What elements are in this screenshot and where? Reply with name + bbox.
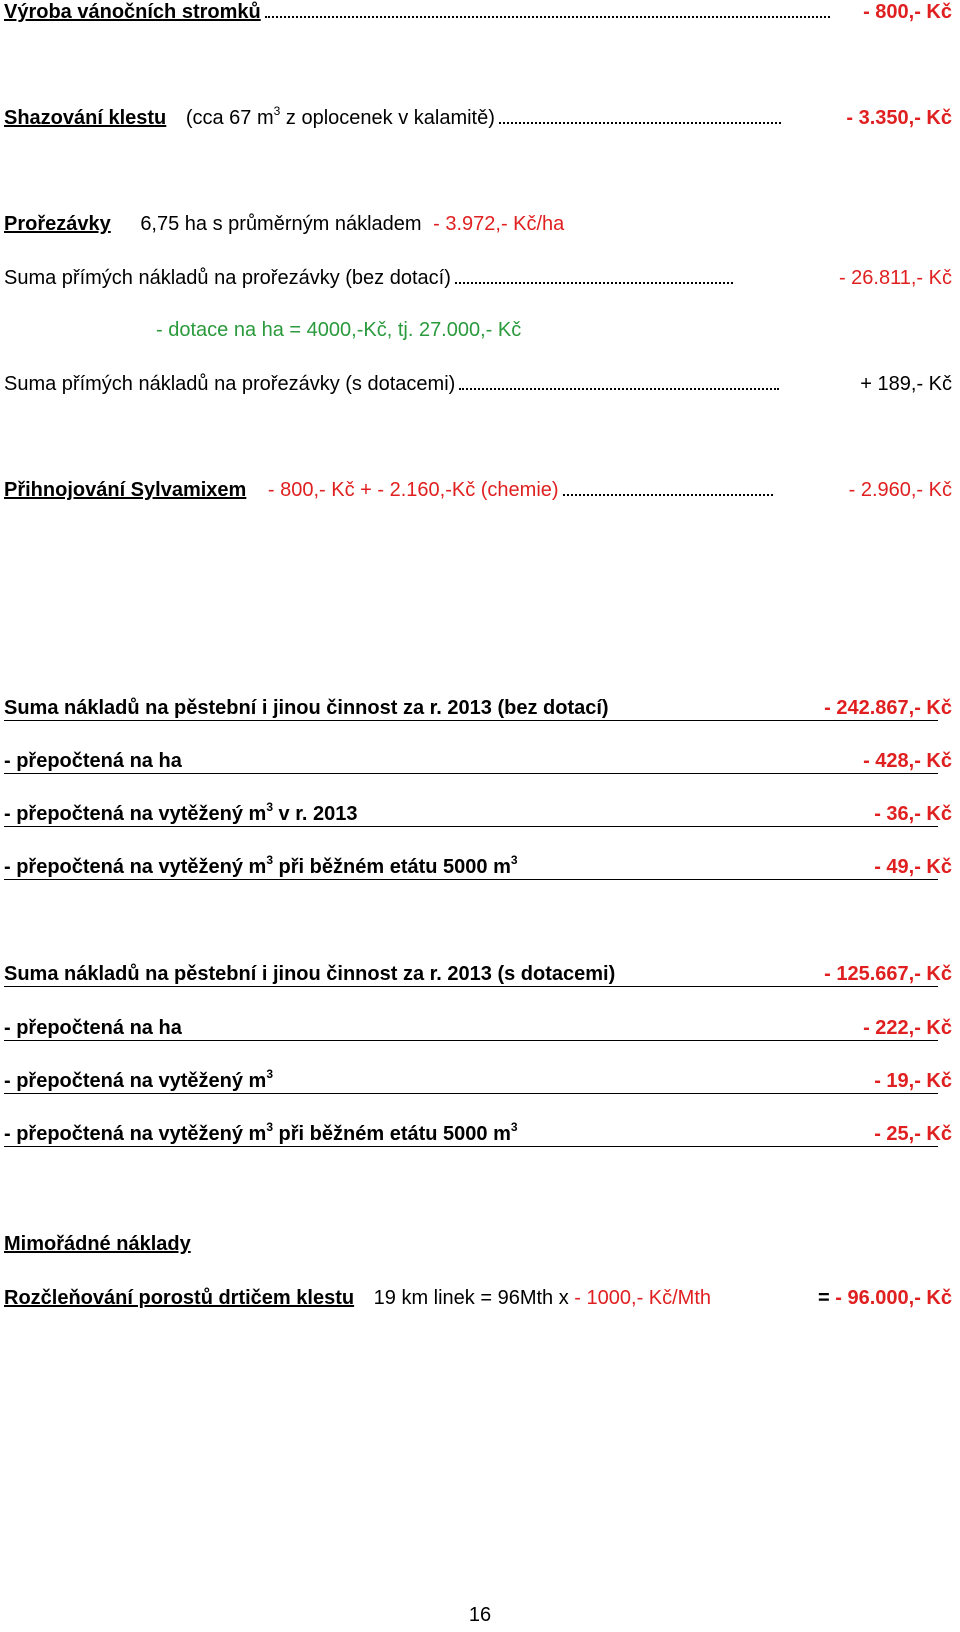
row-rate: - 3.972,- Kč/ha [433,213,565,235]
row-underline [4,720,938,721]
row-value: - 3.350,- Kč [846,107,952,129]
dot-leader [455,268,733,284]
dot-leader [563,480,773,496]
row-fertilization [4,478,777,502]
row-label: Rozčleňování porostů drtičem klestu [4,1287,355,1309]
row-note: 6,75 ha s průměrným nákladem [140,213,422,235]
row-value: - 800,- Kč [863,1,952,23]
row-plus: + [354,479,378,501]
per-m3-value: - 19,- Kč [874,1070,952,1092]
row-label: Přihnojování Sylvamixem [4,479,247,501]
equals-sign: = [818,1287,830,1309]
row-thinning-sum-with-subsidy [4,372,783,396]
dot-leader [499,108,781,124]
per-ha-label: - přepočtená na ha [4,1017,182,1039]
row-label: Shazování klestu [4,107,167,129]
row-thinning-sum-no-subsidy [4,266,737,290]
row-underline [4,826,938,827]
summary-title: Suma nákladů na pěstební i jinou činnost za r. 2013 (s dotacemi) [4,963,616,985]
row-underline [4,773,938,774]
row-part1: - 800,- Kč [267,479,355,501]
row-value: - 96.000,- Kč [835,1287,952,1309]
row-slash-removal [4,106,785,130]
per-m3-label: - přepočtená na vytěžený $m^3$ [4,1067,273,1092]
row-thinning [4,212,564,236]
row-underline [4,1146,938,1147]
row-calc: 19 km linek = 96Mth x [373,1287,569,1309]
row-underline [4,1040,938,1041]
per-ha-value: - 222,- Kč [863,1017,952,1039]
page-number: 16 [468,1604,492,1626]
row-part2: - 2.160,-Kč (chemie) [377,479,559,501]
per-ha-value: - 428,- Kč [863,750,952,772]
per-ha-label: - přepočtená na ha [4,750,182,772]
row-note: (cca 67 $m^3$ z oplocenek v kalamitě) [185,104,495,129]
per-m3-value: - 36,- Kč [874,803,952,825]
extra-costs-heading: Mimořádné náklady [4,1233,191,1255]
row-value: - 26.811,- Kč [838,267,952,289]
per-etat-label: - přepočtená na vytěžený $m^3$ při běžném etátu 5000 $m^3$ [4,1120,518,1145]
per-etat-value: - 25,- Kč [874,1123,952,1145]
row-underline [4,879,938,880]
summary-title-value: - 125.667,- Kč [824,963,952,985]
row-rate: - 1000,- Kč/Mth [574,1287,712,1309]
row-label: Suma přímých nákladů na prořezávky (s dotacemi) [4,373,456,395]
dot-leader [265,2,830,18]
row-label: Suma přímých nákladů na prořezávky (bez dotací) [4,267,451,289]
row-christmas-trees [4,0,834,24]
per-m3-label: - přepočtená na vytěžený $m^3$ v r. 2013 [4,800,358,825]
row-underline [4,986,938,987]
row-line-cutting [4,1286,711,1310]
row-label: Prořezávky [4,213,111,235]
per-etat-label: - přepočtená na vytěžený $m^3$ při běžném etátu 5000 $m^3$ [4,853,518,878]
per-etat-value: - 49,- Kč [874,856,952,878]
row-result [818,1286,952,1310]
row-value: + 189,- Kč [860,373,952,395]
row-label: Výroba vánočních stromků [4,1,261,23]
row-underline [4,1093,938,1094]
subsidy-note: - dotace na ha = 4000,-Kč, tj. 27.000,- Kč [156,319,522,341]
dot-leader [459,374,779,390]
summary-title-value: - 242.867,- Kč [824,697,952,719]
row-value: - 2.960,- Kč [848,479,952,501]
summary-title: Suma nákladů na pěstební i jinou činnost za r. 2013 (bez dotací) [4,697,609,719]
